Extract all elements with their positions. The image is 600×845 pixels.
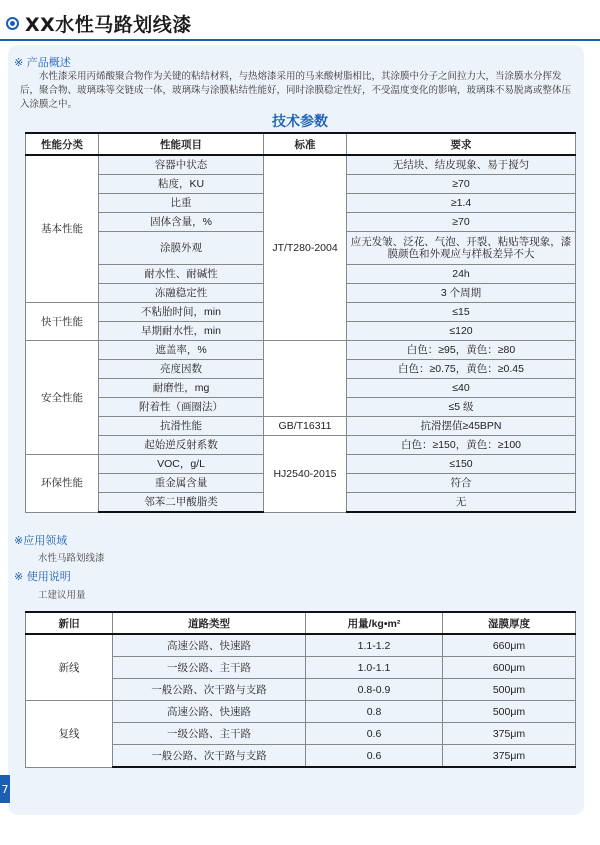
category-cell: 安全性能: [26, 341, 99, 455]
item-cell: 耐磨性，mg: [99, 379, 264, 398]
requirement-cell: ≤120: [347, 322, 576, 341]
application-heading: ※应用领域: [14, 534, 68, 547]
usage-header-cell: 用量/kg•m²: [306, 612, 443, 634]
requirement-cell: 白色：≥150，黄色：≥100: [347, 436, 576, 455]
group-cell: 复线: [26, 701, 113, 768]
amount-cell: 0.6: [306, 723, 443, 745]
item-cell: 容器中状态: [99, 155, 264, 175]
table-row: [26, 634, 576, 657]
thickness-cell: 600μm: [443, 657, 576, 679]
standard-cell-blank: [264, 341, 347, 417]
road-type-cell: 一般公路、次干路与支路: [113, 679, 306, 701]
page-number: 7: [0, 775, 10, 803]
table-row: [26, 155, 576, 175]
usage-text: 工建议用量: [38, 590, 86, 601]
requirement-cell: 抗滑摆值≥45BPN: [347, 417, 576, 436]
requirement-cell: 白色：≥95，黄色：≥80: [347, 341, 576, 360]
overview-text: 水性漆采用丙烯酸聚合物作为关键的粘结材料，与热熔漆采用的马来酸树脂相比，其涂膜中分子之间拉力大，当涂膜水分挥发后，聚合物、玻璃珠等交链成一体，玻璃珠与涂膜粘结性能好，同时涂膜稳定性好，不受温度变化的影响，玻璃珠不易脱离或整体压入涂膜之中。: [20, 71, 572, 110]
group-cell: 新线: [26, 634, 113, 701]
category-cell: 环保性能: [26, 455, 99, 513]
item-cell: 重金属含量: [99, 474, 264, 493]
usage-heading: ※ 使用说明: [14, 570, 71, 583]
item-cell: VOC，g/L: [99, 455, 264, 474]
road-type-cell: 一般公路、次干路与支路: [113, 745, 306, 768]
table-row: [26, 417, 576, 436]
amount-cell: 0.8: [306, 701, 443, 723]
item-cell: 邻苯二甲酸脂类: [99, 493, 264, 513]
spec-header-row: [26, 133, 576, 155]
requirement-cell: 3 个周期: [347, 284, 576, 303]
requirement-cell: ≤5 级: [347, 398, 576, 417]
category-cell: 快干性能: [26, 303, 99, 341]
item-cell: 粘度，KU: [99, 175, 264, 194]
amount-cell: 1.1-1.2: [306, 634, 443, 657]
requirement-cell: ≥1.4: [347, 194, 576, 213]
requirement-cell: 应无发皱、泛花、气泡、开裂、粘贴等现象，漆膜颜色和外观应与样板差异不大: [347, 232, 576, 265]
requirement-cell: 24h: [347, 265, 576, 284]
spec-table: [25, 132, 576, 513]
table-row: [26, 701, 576, 723]
requirement-cell: ≤40: [347, 379, 576, 398]
spec-table-title: 技术参数: [272, 114, 328, 130]
bullet-circle-icon: [6, 17, 19, 30]
thickness-cell: 660μm: [443, 634, 576, 657]
spec-header-cell: 要求: [347, 133, 576, 155]
requirement-cell: ≥70: [347, 175, 576, 194]
requirement-cell: 无结块、结皮现象、易于搅匀: [347, 155, 576, 175]
usage-header-row: [26, 612, 576, 634]
amount-cell: 0.8-0.9: [306, 679, 443, 701]
usage-header-cell: 新旧: [26, 612, 113, 634]
requirement-cell: 白色：≥0.75，黄色：≥0.45: [347, 360, 576, 379]
usage-header-cell: 湿膜厚度: [443, 612, 576, 634]
standard-cell: HJ2540-2015: [264, 436, 347, 513]
table-row: [26, 341, 576, 360]
usage-header-cell: 道路类型: [113, 612, 306, 634]
amount-cell: 1.0-1.1: [306, 657, 443, 679]
spec-header-cell: 性能分类: [26, 133, 99, 155]
thickness-cell: 500μm: [443, 701, 576, 723]
road-type-cell: 一级公路、主干路: [113, 657, 306, 679]
item-cell: 冻融稳定性: [99, 284, 264, 303]
standard-cell: JT/T280-2004: [264, 155, 347, 341]
item-cell: 附着性（画圈法）: [99, 398, 264, 417]
spec-header-cell: 性能项目: [99, 133, 264, 155]
category-cell: 基本性能: [26, 155, 99, 303]
requirement-cell: ≥70: [347, 213, 576, 232]
requirement-cell: 无: [347, 493, 576, 513]
item-cell: 遮盖率，%: [99, 341, 264, 360]
overview-heading: ※ 产品概述: [14, 56, 71, 69]
usage-table: [25, 611, 576, 768]
standard-cell: GB/T16311: [264, 417, 347, 436]
requirement-cell: ≤150: [347, 455, 576, 474]
road-type-cell: 高速公路、快速路: [113, 634, 306, 657]
requirement-cell: ≤15: [347, 303, 576, 322]
item-cell: 起始逆反射系数: [99, 436, 264, 455]
spec-header-cell: 标准: [264, 133, 347, 155]
item-cell: 涂膜外观: [99, 232, 264, 265]
page-title: XX水性马路划线漆: [25, 13, 192, 36]
thickness-cell: 375μm: [443, 723, 576, 745]
item-cell: 固体含量，%: [99, 213, 264, 232]
road-type-cell: 高速公路、快速路: [113, 701, 306, 723]
title-divider: [0, 39, 600, 41]
table-row: [26, 436, 576, 455]
title-bar: [0, 8, 600, 38]
thickness-cell: 500μm: [443, 679, 576, 701]
thickness-cell: 375μm: [443, 745, 576, 768]
item-cell: 耐水性、耐碱性: [99, 265, 264, 284]
amount-cell: 0.6: [306, 745, 443, 768]
application-text: 水性马路划线漆: [38, 553, 105, 564]
item-cell: 早期耐水性，min: [99, 322, 264, 341]
item-cell: 不粘胎时间，min: [99, 303, 264, 322]
requirement-cell: 符合: [347, 474, 576, 493]
road-type-cell: 一级公路、主干路: [113, 723, 306, 745]
item-cell: 亮度因数: [99, 360, 264, 379]
item-cell: 比重: [99, 194, 264, 213]
item-cell: 抗滑性能: [99, 417, 264, 436]
